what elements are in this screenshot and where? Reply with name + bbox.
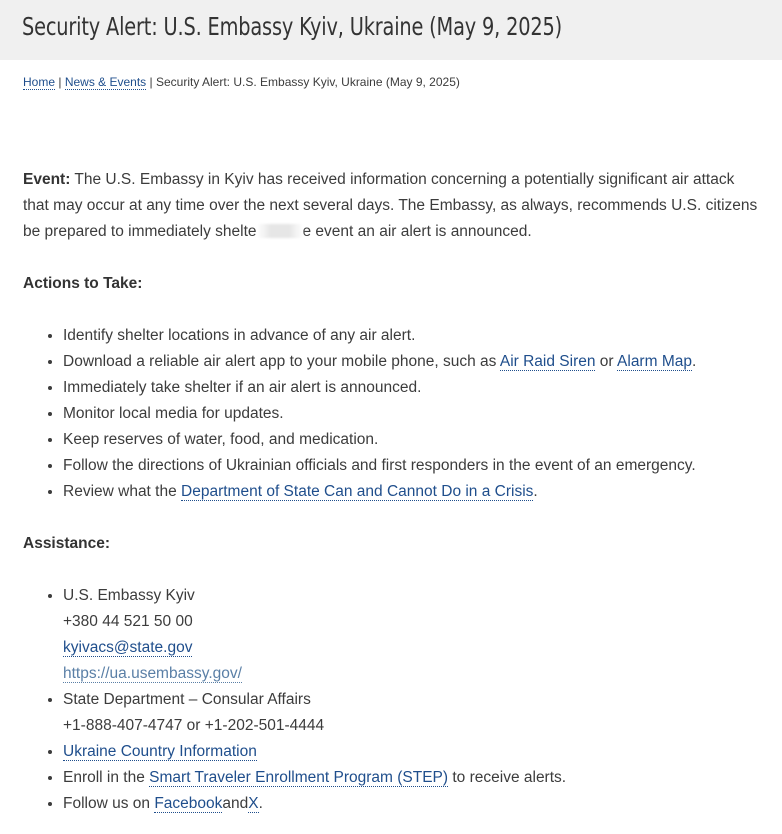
title-bar [0,0,782,60]
event-text-end: e event an air alert is announced. [302,223,532,240]
breadcrumb-news-link[interactable]: News & Events [64,75,147,89]
country-info-link[interactable]: Ukraine Country Information [63,743,257,760]
embassy-name: U.S. Embassy Kyiv [63,587,195,604]
consular-phone: +1-888-407-4747 or +1-202-501-4444 [63,717,325,734]
facebook-link[interactable]: Facebook [154,795,223,812]
event-label: Event: [23,171,71,188]
alarm-map-link[interactable]: Alarm Map [617,353,692,370]
list-item: • Identify shelter locations in advance of any air alert. [63,323,763,349]
assistance-list [23,583,763,817]
list-item: • Follow us on FacebookandX. [63,791,763,817]
actions-list [23,323,763,505]
redacted-region [257,224,303,238]
breadcrumb-separator: | [55,75,65,89]
list-item: • Immediately take shelter if an air alert is announced. [63,375,763,401]
list-item [63,687,763,739]
crisis-info-link[interactable]: Department of State Can and Cannot Do in a Crisis [181,483,534,500]
step-link[interactable]: Smart Traveler Enrollment Program (STEP) [149,769,449,786]
list-item: • Download a reliable air alert app to your mobile phone, such as Air Raid Siren or Alarm Map. [63,349,763,375]
breadcrumb-separator: | [146,75,156,89]
list-item: • Monitor local media for updates. [63,401,763,427]
assistance-heading: Assistance: [23,535,111,552]
list-item: • Keep reserves of water, food, and medication. [63,427,763,453]
breadcrumb [23,75,460,89]
actions-heading: Actions to Take: [23,275,143,292]
event-text: The U.S. Embassy in Kyiv has received information concerning a potentially significant air attack that may occur at any time over the next several days. The Embassy, as always, recommends U.S. citizens be prepared to immediately shelte [23,171,758,240]
list-item: • Review what the Department of State Can and Cannot Do in a Crisis. [63,479,763,505]
consular-name: State Department – Consular Affairs [63,691,311,708]
breadcrumb-current: Security Alert: U.S. Embassy Kyiv, Ukraine (May 9, 2025) [155,75,460,89]
list-item [63,583,763,687]
breadcrumb-home-link[interactable]: Home [23,75,56,89]
list-item [63,739,763,765]
event-paragraph [23,167,763,245]
page-title: Security Alert: U.S. Embassy Kyiv, Ukraine (May 9, 2025) [22,12,562,41]
embassy-email-link[interactable]: kyivacs@state.gov [63,639,193,656]
x-link[interactable]: X [248,795,259,812]
alert-content [23,167,763,817]
list-item: • Enroll in the Smart Traveler Enrollment Program (STEP) to receive alerts. [63,765,763,791]
embassy-phone: +380 44 521 50 00 [63,613,193,630]
list-item: • Follow the directions of Ukrainian officials and first responders in the event of an emergency. [63,453,763,479]
embassy-website-link[interactable]: https://ua.usembassy.gov/ [63,665,242,682]
air-raid-siren-link[interactable]: Air Raid Siren [499,353,596,370]
